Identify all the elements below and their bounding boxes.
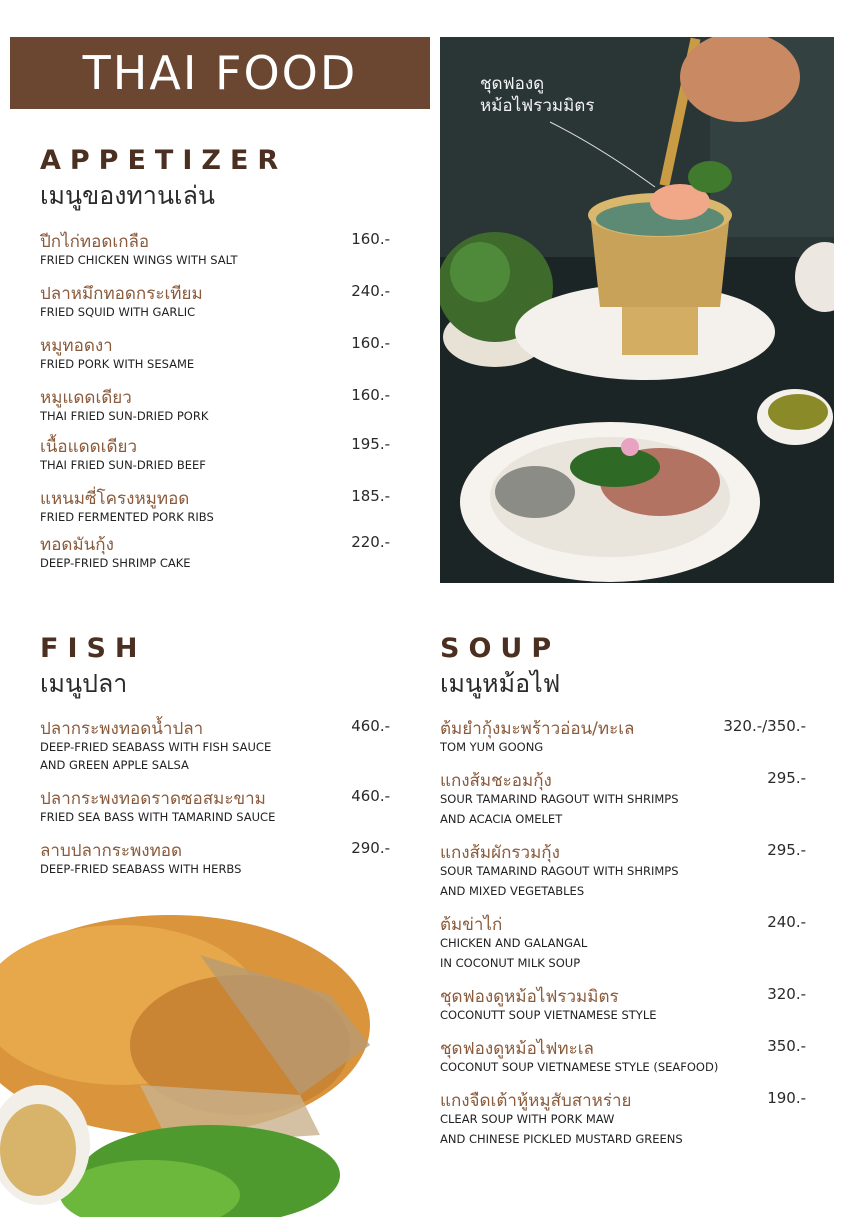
item-english-name: SOUR TAMARIND RAGOUT WITH SHRIMPS	[440, 792, 679, 806]
item-english-name: DEEP-FRIED SEABASS WITH HERBS	[40, 862, 242, 876]
item-thai-name: ปีกไก่ทอดเกลือ	[40, 232, 150, 252]
item-thai-name: ลาบปลากระพงทอด	[40, 841, 183, 861]
item-price: 350.-	[767, 1037, 806, 1055]
item-thai-name: แกงส้มผักรวมกุ้ง	[440, 843, 560, 863]
item-price: 240.-	[351, 282, 390, 300]
item-price: 290.-	[351, 839, 390, 857]
item-price: 160.-	[351, 230, 390, 248]
item-english-name: DEEP-FRIED SEABASS WITH FISH SAUCE	[40, 740, 272, 754]
item-thai-name: หมูแดดเดียว	[40, 388, 132, 408]
item-english-name: COCONUT SOUP VIETNAMESE STYLE (SEAFOOD)	[440, 1060, 719, 1074]
appetizer-heading: APPETIZER	[40, 145, 288, 176]
photo-caption-line1: ชุดฟองดู	[480, 74, 545, 94]
item-thai-name: ต้มข่าไก่	[440, 915, 503, 935]
item-price: 320.-/350.-	[723, 717, 806, 735]
item-price: 160.-	[351, 334, 390, 352]
fried-fish-illustration	[0, 895, 380, 1217]
item-english-name: TOM YUM GOONG	[440, 740, 544, 754]
item-price: 195.-	[351, 435, 390, 453]
item-english-name: COCONUTT SOUP VIETNAMESE STYLE	[440, 1008, 657, 1022]
item-english-name: FRIED CHICKEN WINGS WITH SALT	[40, 253, 238, 267]
item-english-name-line2: AND MIXED VEGETABLES	[440, 884, 585, 898]
item-thai-name: ชุดฟองดูหม้อไฟรวมมิตร	[440, 987, 619, 1007]
item-price: 460.-	[351, 717, 390, 735]
item-price: 160.-	[351, 386, 390, 404]
item-price: 295.-	[767, 841, 806, 859]
item-price: 185.-	[351, 487, 390, 505]
item-english-name-line2: AND ACACIA OMELET	[440, 812, 563, 826]
item-thai-name: แกงส้มชะอมกุ้ง	[440, 771, 552, 791]
item-thai-name: เนื้อแดดเดียว	[40, 437, 138, 457]
item-price: 190.-	[767, 1089, 806, 1107]
hot-pot-illustration	[440, 37, 834, 583]
item-price: 320.-	[767, 985, 806, 1003]
menu-title: THAI FOOD	[82, 46, 358, 100]
item-english-name-line2: IN COCONUT MILK SOUP	[440, 956, 581, 970]
item-price: 460.-	[351, 787, 390, 805]
item-thai-name: ปลากระพงทอดน้ำปลา	[40, 719, 204, 739]
item-price: 240.-	[767, 913, 806, 931]
item-english-name: CHICKEN AND GALANGAL	[440, 936, 588, 950]
fish-heading: FISH	[40, 633, 147, 664]
appetizer-subheading: เมนูของทานเล่น	[40, 181, 215, 210]
soup-subheading: เมนูหม้อไฟ	[440, 669, 561, 698]
item-english-name: SOUR TAMARIND RAGOUT WITH SHRIMPS	[440, 864, 679, 878]
item-thai-name: ต้มยำกุ้งมะพร้าวอ่อน/ทะเล	[440, 719, 635, 739]
item-thai-name: ปลากระพงทอดราดซอสมะขาม	[40, 789, 266, 809]
item-english-name-line2: AND CHINESE PICKLED MUSTARD GREENS	[440, 1132, 683, 1146]
item-price: 295.-	[767, 769, 806, 787]
item-thai-name: ทอดมันกุ้ง	[40, 535, 114, 555]
photo-caption-line2: หม้อไฟรวมมิตร	[480, 96, 595, 116]
photo-caption	[480, 73, 594, 117]
item-english-name: THAI FRIED SUN-DRIED PORK	[40, 409, 209, 423]
item-english-name: CLEAR SOUP WITH PORK MAW	[440, 1112, 615, 1126]
item-english-name: FRIED PORK WITH SESAME	[40, 357, 195, 371]
item-price: 220.-	[351, 533, 390, 551]
item-thai-name: หมูทอดงา	[40, 336, 113, 356]
item-english-name: FRIED SQUID WITH GARLIC	[40, 305, 196, 319]
soup-heading: SOUP	[440, 633, 561, 664]
item-english-name: FRIED FERMENTED PORK RIBS	[40, 510, 214, 524]
item-thai-name: แกงจืดเต้าหู้หมูสับสาหร่าย	[440, 1091, 632, 1111]
item-english-name: THAI FRIED SUN-DRIED BEEF	[40, 458, 206, 472]
hot-pot-photo	[440, 37, 834, 583]
item-thai-name: ปลาหมึกทอดกระเทียม	[40, 284, 203, 304]
item-english-name: DEEP-FRIED SHRIMP CAKE	[40, 556, 191, 570]
item-thai-name: ชุดฟองดูหม้อไฟทะเล	[440, 1039, 594, 1059]
menu-title-banner	[10, 37, 430, 109]
fried-fish-photo	[0, 895, 380, 1217]
fish-subheading: เมนูปลา	[40, 669, 128, 698]
item-english-name: FRIED SEA BASS WITH TAMARIND SAUCE	[40, 810, 276, 824]
item-english-name-line2: AND GREEN APPLE SALSA	[40, 758, 189, 772]
item-thai-name: แหนมซี่โครงหมูทอด	[40, 489, 190, 509]
